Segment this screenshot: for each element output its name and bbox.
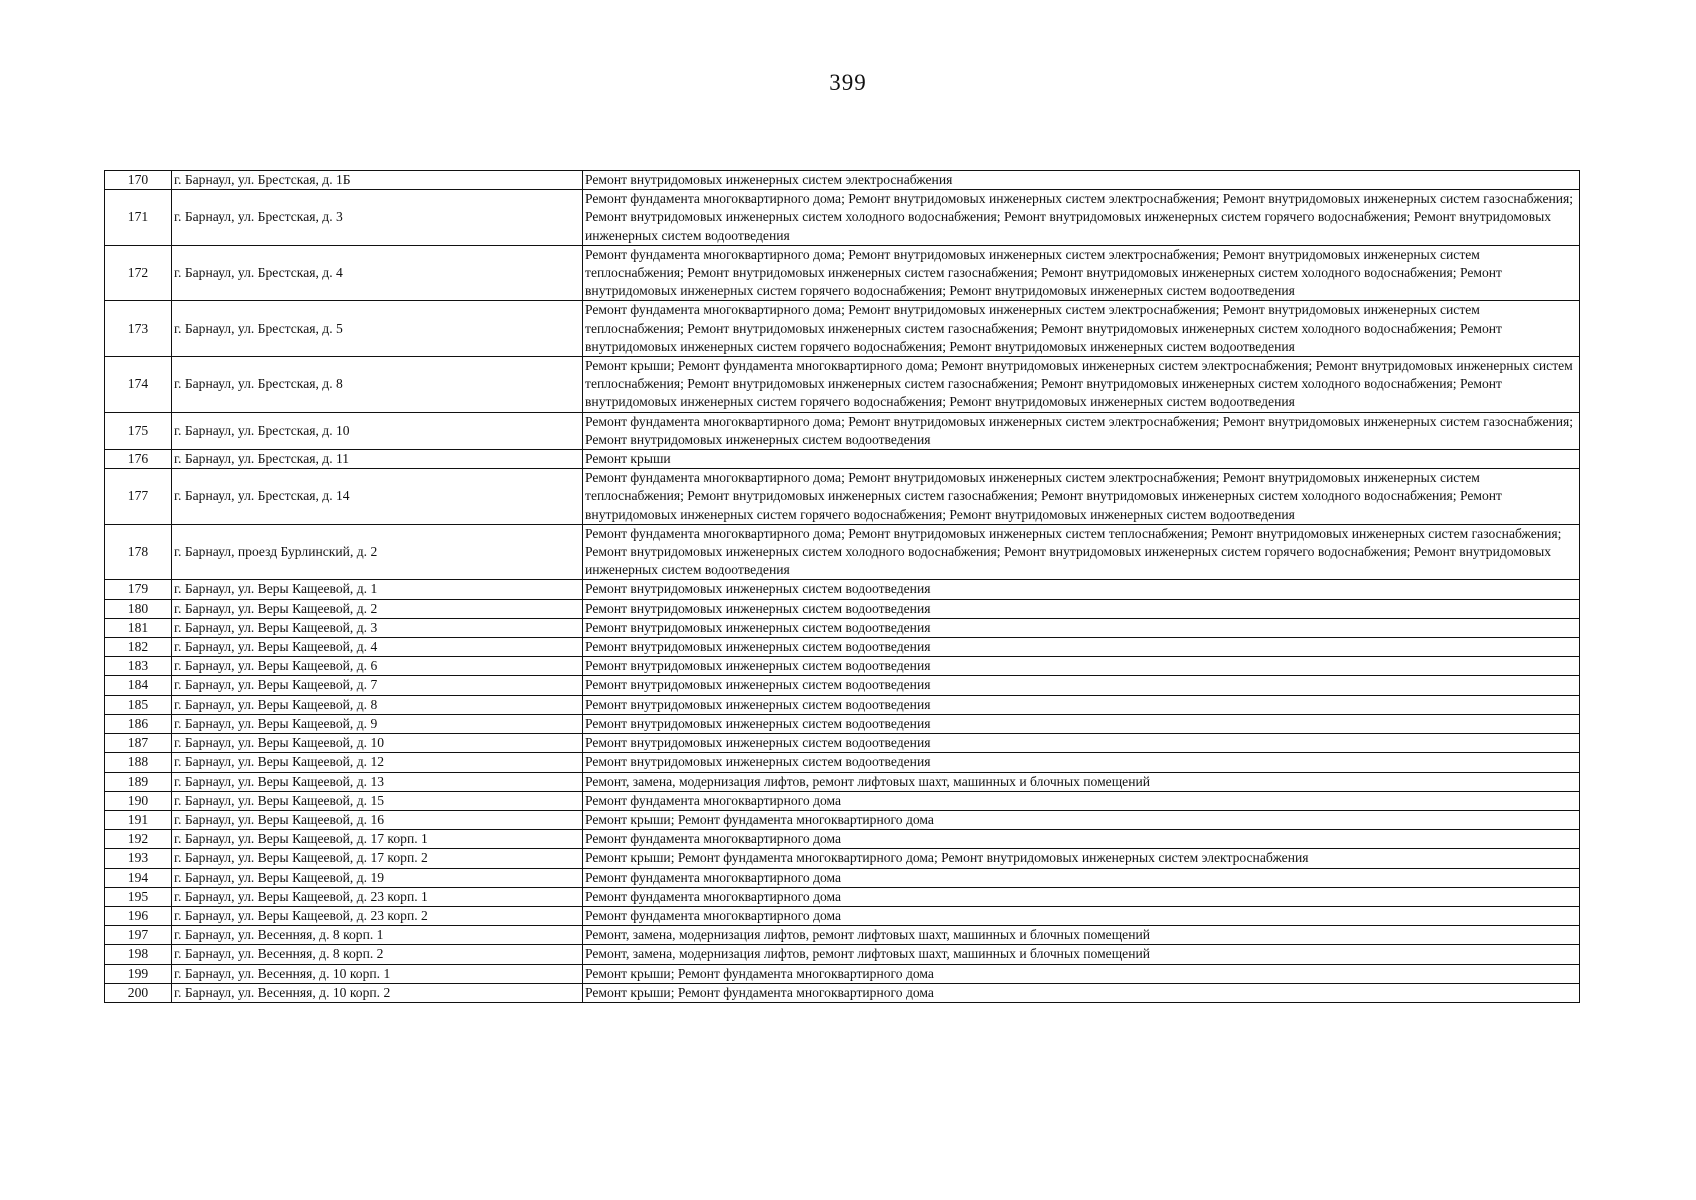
table-row bbox=[105, 171, 1580, 190]
table-row bbox=[105, 638, 1580, 657]
table-row bbox=[105, 868, 1580, 887]
row-address: г. Барнаул, проезд Бурлинский, д. 2 bbox=[172, 524, 583, 580]
table-row bbox=[105, 301, 1580, 357]
row-address: г. Барнаул, ул. Веры Кащеевой, д. 23 корп. 2 bbox=[172, 906, 583, 925]
row-address: г. Барнаул, ул. Весенняя, д. 10 корп. 2 bbox=[172, 983, 583, 1002]
registry-table bbox=[104, 170, 1580, 1003]
table-row bbox=[105, 753, 1580, 772]
row-number: 184 bbox=[105, 676, 172, 695]
row-number: 175 bbox=[105, 412, 172, 449]
row-works: Ремонт внутридомовых инженерных систем электроснабжения bbox=[583, 171, 1580, 190]
table-row bbox=[105, 945, 1580, 964]
row-number: 187 bbox=[105, 734, 172, 753]
row-number: 188 bbox=[105, 753, 172, 772]
row-works: Ремонт, замена, модернизация лифтов, ремонт лифтовых шахт, машинных и блочных помещений bbox=[583, 926, 1580, 945]
table-row bbox=[105, 618, 1580, 637]
table-row bbox=[105, 714, 1580, 733]
row-address: г. Барнаул, ул. Веры Кащеевой, д. 8 bbox=[172, 695, 583, 714]
row-works: Ремонт внутридомовых инженерных систем водоотведения bbox=[583, 714, 1580, 733]
registry-table-body bbox=[105, 171, 1580, 1003]
row-number: 199 bbox=[105, 964, 172, 983]
table-row bbox=[105, 580, 1580, 599]
row-address: г. Барнаул, ул. Весенняя, д. 8 корп. 1 bbox=[172, 926, 583, 945]
row-number: 198 bbox=[105, 945, 172, 964]
table-row bbox=[105, 983, 1580, 1002]
row-number: 200 bbox=[105, 983, 172, 1002]
table-row bbox=[105, 695, 1580, 714]
table-row bbox=[105, 412, 1580, 449]
row-works: Ремонт фундамента многоквартирного дома bbox=[583, 830, 1580, 849]
table-row bbox=[105, 524, 1580, 580]
table-row bbox=[105, 245, 1580, 301]
row-address: г. Барнаул, ул. Веры Кащеевой, д. 2 bbox=[172, 599, 583, 618]
row-works: Ремонт внутридомовых инженерных систем водоотведения bbox=[583, 618, 1580, 637]
row-number: 196 bbox=[105, 906, 172, 925]
table-row bbox=[105, 190, 1580, 246]
row-works: Ремонт внутридомовых инженерных систем водоотведения bbox=[583, 599, 1580, 618]
row-works: Ремонт внутридомовых инженерных систем водоотведения bbox=[583, 580, 1580, 599]
row-address: г. Барнаул, ул. Веры Кащеевой, д. 12 bbox=[172, 753, 583, 772]
row-number: 182 bbox=[105, 638, 172, 657]
row-works: Ремонт крыши; Ремонт фундамента многоквартирного дома bbox=[583, 964, 1580, 983]
row-number: 191 bbox=[105, 810, 172, 829]
row-address: г. Барнаул, ул. Веры Кащеевой, д. 17 корп. 1 bbox=[172, 830, 583, 849]
row-address: г. Барнаул, ул. Брестская, д. 5 bbox=[172, 301, 583, 357]
row-works: Ремонт крыши; Ремонт фундамента многоквартирного дома; Ремонт внутридомовых инженерных систем электроснабжения; Ремонт внутридомовых инженерных систем теплоснабжения; Ремонт внутридомовых инженерных систем газоснабжения; Ремонт внутридомовых инженерных систем холодного водоснабжения; Ремонт внутридомовых инженерных систем горячего водоснабжения; Ремонт внутридомовых инженерных систем водоотведения bbox=[583, 357, 1580, 413]
row-works: Ремонт фундамента многоквартирного дома bbox=[583, 791, 1580, 810]
table-row bbox=[105, 906, 1580, 925]
row-address: г. Барнаул, ул. Веры Кащеевой, д. 17 корп. 2 bbox=[172, 849, 583, 868]
row-number: 180 bbox=[105, 599, 172, 618]
table-row bbox=[105, 791, 1580, 810]
row-address: г. Барнаул, ул. Весенняя, д. 10 корп. 1 bbox=[172, 964, 583, 983]
table-row bbox=[105, 599, 1580, 618]
row-works: Ремонт фундамента многоквартирного дома; Ремонт внутридомовых инженерных систем теплоснабжения; Ремонт внутридомовых инженерных систем газоснабжения; Ремонт внутридомовых инженерных систем холодного водоснабжения; Ремонт внутридомовых инженерных систем горячего водоснабжения; Ремонт внутридомовых инженерных систем водоотведения bbox=[583, 524, 1580, 580]
row-works: Ремонт крыши; Ремонт фундамента многоквартирного дома bbox=[583, 810, 1580, 829]
row-works: Ремонт фундамента многоквартирного дома; Ремонт внутридомовых инженерных систем электроснабжения; Ремонт внутридомовых инженерных систем газоснабжения; Ремонт внутридомовых инженерных систем холодного водоснабжения; Ремонт внутридомовых инженерных систем горячего водоснабжения; Ремонт внутридомовых инженерных систем водоотведения bbox=[583, 190, 1580, 246]
row-works: Ремонт крыши bbox=[583, 450, 1580, 469]
row-number: 193 bbox=[105, 849, 172, 868]
row-number: 170 bbox=[105, 171, 172, 190]
row-works: Ремонт фундамента многоквартирного дома bbox=[583, 868, 1580, 887]
row-number: 183 bbox=[105, 657, 172, 676]
row-address: г. Барнаул, ул. Веры Кащеевой, д. 10 bbox=[172, 734, 583, 753]
row-works: Ремонт внутридомовых инженерных систем водоотведения bbox=[583, 657, 1580, 676]
row-works: Ремонт крыши; Ремонт фундамента многоквартирного дома; Ремонт внутридомовых инженерных систем электроснабжения bbox=[583, 849, 1580, 868]
table-row bbox=[105, 357, 1580, 413]
row-number: 171 bbox=[105, 190, 172, 246]
row-number: 172 bbox=[105, 245, 172, 301]
row-address: г. Барнаул, ул. Веры Кащеевой, д. 9 bbox=[172, 714, 583, 733]
page-number: 399 bbox=[829, 70, 867, 95]
row-number: 189 bbox=[105, 772, 172, 791]
row-address: г. Барнаул, ул. Веры Кащеевой, д. 23 корп. 1 bbox=[172, 887, 583, 906]
row-address: г. Барнаул, ул. Брестская, д. 1Б bbox=[172, 171, 583, 190]
row-address: г. Барнаул, ул. Веры Кащеевой, д. 19 bbox=[172, 868, 583, 887]
row-number: 192 bbox=[105, 830, 172, 849]
row-number: 176 bbox=[105, 450, 172, 469]
table-row bbox=[105, 830, 1580, 849]
row-address: г. Барнаул, ул. Брестская, д. 8 bbox=[172, 357, 583, 413]
row-number: 173 bbox=[105, 301, 172, 357]
row-works: Ремонт фундамента многоквартирного дома; Ремонт внутридомовых инженерных систем электроснабжения; Ремонт внутридомовых инженерных систем теплоснабжения; Ремонт внутридомовых инженерных систем газоснабжения; Ремонт внутридомовых инженерных систем холодного водоснабжения; Ремонт внутридомовых инженерных систем горячего водоснабжения; Ремонт внутридомовых инженерных систем водоотведения bbox=[583, 469, 1580, 525]
row-number: 178 bbox=[105, 524, 172, 580]
row-works: Ремонт внутридомовых инженерных систем водоотведения bbox=[583, 734, 1580, 753]
row-works: Ремонт фундамента многоквартирного дома; Ремонт внутридомовых инженерных систем электроснабжения; Ремонт внутридомовых инженерных систем теплоснабжения; Ремонт внутридомовых инженерных систем газоснабжения; Ремонт внутридомовых инженерных систем холодного водоснабжения; Ремонт внутридомовых инженерных систем горячего водоснабжения; Ремонт внутридомовых инженерных систем водоотведения bbox=[583, 245, 1580, 301]
row-works: Ремонт внутридомовых инженерных систем водоотведения bbox=[583, 676, 1580, 695]
row-works: Ремонт фундамента многоквартирного дома; Ремонт внутридомовых инженерных систем электроснабжения; Ремонт внутридомовых инженерных систем газоснабжения; Ремонт внутридомовых инженерных систем водоотведения bbox=[583, 412, 1580, 449]
row-number: 179 bbox=[105, 580, 172, 599]
table-row bbox=[105, 676, 1580, 695]
row-address: г. Барнаул, ул. Веры Кащеевой, д. 13 bbox=[172, 772, 583, 791]
row-number: 194 bbox=[105, 868, 172, 887]
row-address: г. Барнаул, ул. Брестская, д. 11 bbox=[172, 450, 583, 469]
row-address: г. Барнаул, ул. Веры Кащеевой, д. 7 bbox=[172, 676, 583, 695]
row-address: г. Барнаул, ул. Веры Кащеевой, д. 15 bbox=[172, 791, 583, 810]
row-address: г. Барнаул, ул. Веры Кащеевой, д. 1 bbox=[172, 580, 583, 599]
row-address: г. Барнаул, ул. Весенняя, д. 8 корп. 2 bbox=[172, 945, 583, 964]
row-number: 186 bbox=[105, 714, 172, 733]
row-works: Ремонт крыши; Ремонт фундамента многоквартирного дома bbox=[583, 983, 1580, 1002]
row-works: Ремонт, замена, модернизация лифтов, ремонт лифтовых шахт, машинных и блочных помещений bbox=[583, 772, 1580, 791]
table-row bbox=[105, 810, 1580, 829]
table-row bbox=[105, 772, 1580, 791]
table-row bbox=[105, 469, 1580, 525]
row-address: г. Барнаул, ул. Брестская, д. 14 bbox=[172, 469, 583, 525]
row-address: г. Барнаул, ул. Веры Кащеевой, д. 6 bbox=[172, 657, 583, 676]
row-address: г. Барнаул, ул. Брестская, д. 4 bbox=[172, 245, 583, 301]
row-number: 190 bbox=[105, 791, 172, 810]
row-number: 195 bbox=[105, 887, 172, 906]
row-address: г. Барнаул, ул. Веры Кащеевой, д. 4 bbox=[172, 638, 583, 657]
table-row bbox=[105, 964, 1580, 983]
row-number: 181 bbox=[105, 618, 172, 637]
row-address: г. Барнаул, ул. Брестская, д. 10 bbox=[172, 412, 583, 449]
row-works: Ремонт фундамента многоквартирного дома bbox=[583, 887, 1580, 906]
table-row bbox=[105, 450, 1580, 469]
row-address: г. Барнаул, ул. Веры Кащеевой, д. 16 bbox=[172, 810, 583, 829]
row-number: 185 bbox=[105, 695, 172, 714]
row-works: Ремонт фундамента многоквартирного дома; Ремонт внутридомовых инженерных систем электроснабжения; Ремонт внутридомовых инженерных систем теплоснабжения; Ремонт внутридомовых инженерных систем газоснабжения; Ремонт внутридомовых инженерных систем холодного водоснабжения; Ремонт внутридомовых инженерных систем горячего водоснабжения; Ремонт внутридомовых инженерных систем водоотведения bbox=[583, 301, 1580, 357]
row-number: 177 bbox=[105, 469, 172, 525]
row-works: Ремонт внутридомовых инженерных систем водоотведения bbox=[583, 695, 1580, 714]
row-works: Ремонт, замена, модернизация лифтов, ремонт лифтовых шахт, машинных и блочных помещений bbox=[583, 945, 1580, 964]
table-row bbox=[105, 887, 1580, 906]
table-row bbox=[105, 734, 1580, 753]
row-works: Ремонт внутридомовых инженерных систем водоотведения bbox=[583, 638, 1580, 657]
table-row bbox=[105, 657, 1580, 676]
table-row bbox=[105, 926, 1580, 945]
row-number: 197 bbox=[105, 926, 172, 945]
row-works: Ремонт внутридомовых инженерных систем водоотведения bbox=[583, 753, 1580, 772]
row-number: 174 bbox=[105, 357, 172, 413]
row-address: г. Барнаул, ул. Веры Кащеевой, д. 3 bbox=[172, 618, 583, 637]
row-works: Ремонт фундамента многоквартирного дома bbox=[583, 906, 1580, 925]
table-row bbox=[105, 849, 1580, 868]
row-address: г. Барнаул, ул. Брестская, д. 3 bbox=[172, 190, 583, 246]
